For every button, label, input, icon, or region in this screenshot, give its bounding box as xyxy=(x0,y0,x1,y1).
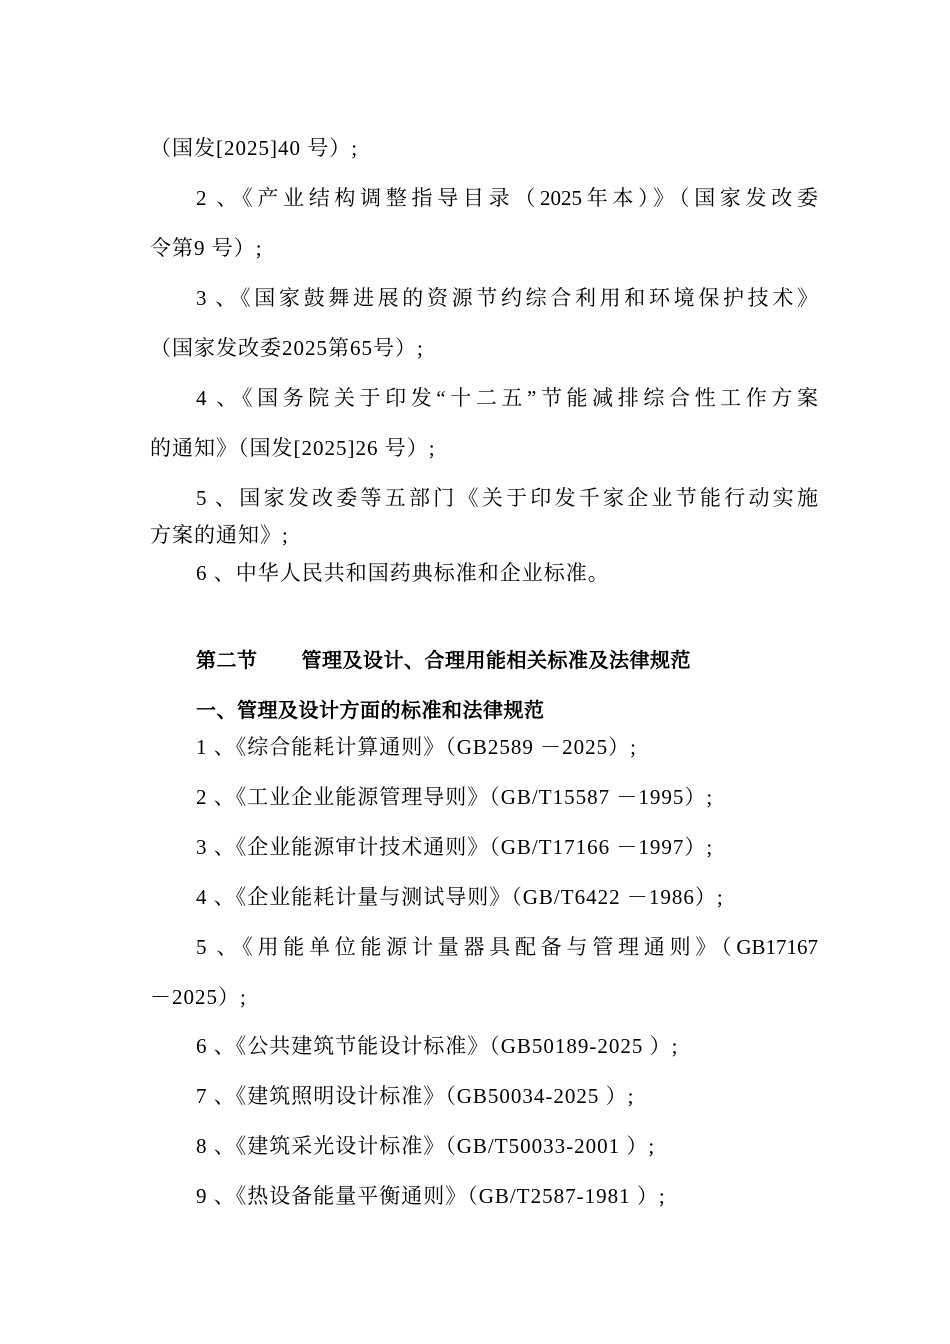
policy-item-6: 6 、中华人民共和国药典标准和企业标准。 xyxy=(196,561,610,585)
standard-item-1: 1 、《综合能耗计算通则》（GB2589 －2025）; xyxy=(196,735,638,759)
standard-item-8: 8 、《建筑采光设计标准》（GB/T50033-2001 ）; xyxy=(196,1134,656,1158)
policy-item-2-continuation: 令第9 号）; xyxy=(150,236,263,260)
standard-item-5-continuation: －2025）; xyxy=(150,985,247,1009)
standard-item-6: 6 、《公共建筑节能设计标准》（GB50189-2025 ）; xyxy=(196,1034,679,1058)
policy-item-3: 3 、《国家鼓舞进展的资源节约综合利用和环境保护技术》 xyxy=(196,286,818,310)
subsection-heading: 一、管理及设计方面的标准和法律规范 xyxy=(196,698,545,722)
policy-item-2: 2 、《产业结构调整指导目录（2025年本）》（国家发改委 xyxy=(196,186,818,210)
standard-item-4: 4 、《企业能耗计量与测试导则》（GB/T6422 －1986）; xyxy=(196,885,724,909)
policy-item-5: 5 、国家发改委等五部门《关于印发千家企业节能行动实施 xyxy=(196,486,818,510)
standard-item-9: 9 、《热设备能量平衡通则》（GB/T2587-1981 ）; xyxy=(196,1184,666,1208)
policy-item-4: 4 、《国务院关于印发“十二五”节能减排综合性工作方案 xyxy=(196,386,818,410)
policy-item-5-continuation: 方案的通知》; xyxy=(150,523,289,547)
standard-item-7: 7 、《建筑照明设计标准》（GB50034-2025 ）; xyxy=(196,1084,635,1108)
section-title: 管理及设计、合理用能相关标准及法律规范 xyxy=(301,648,691,672)
standard-item-2: 2 、《工业企业能源管理导则》（GB/T15587 －1995）; xyxy=(196,785,714,809)
policy-item-3-continuation: （国家发改委2025第65号）; xyxy=(150,336,424,360)
standard-item-3: 3 、《企业能源审计技术通则》（GB/T17166 －1997）; xyxy=(196,835,714,859)
section-heading xyxy=(196,645,691,675)
section-number: 第二节 xyxy=(196,648,258,672)
policy-item-1-continuation: （国发[2025]40 号）; xyxy=(150,136,359,160)
policy-item-4-continuation: 的通知》（国发[2025]26 号）; xyxy=(150,436,436,460)
standard-item-5: 5 、《用能单位能源计量器具配备与管理通则》（GB17167 xyxy=(196,935,818,959)
